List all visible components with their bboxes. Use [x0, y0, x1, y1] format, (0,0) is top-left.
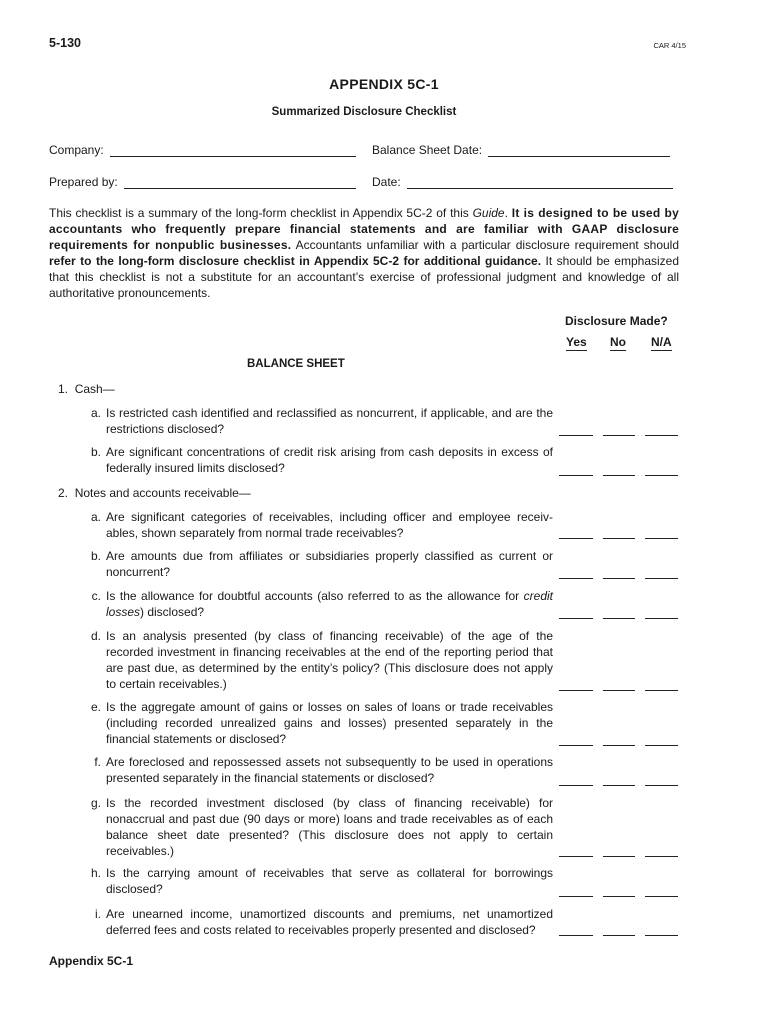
question-letter: b. — [90, 445, 101, 459]
answer-blank-yes[interactable] — [559, 935, 593, 936]
column-yes: Yes — [566, 335, 587, 349]
question-2b — [83, 548, 553, 580]
answer-blank-no[interactable] — [603, 435, 635, 436]
question-2e — [83, 699, 553, 747]
answer-blank-na[interactable] — [645, 856, 678, 857]
item-receivables — [58, 486, 251, 500]
question-text: Are significant categories of receivables, including officer and employee receiv-ables, shown separately from normal trade receivables? — [106, 510, 553, 540]
answer-blank-yes[interactable] — [559, 896, 593, 897]
item-title: Cash— — [74, 382, 115, 396]
question-2d — [83, 628, 553, 692]
company-line[interactable] — [110, 144, 356, 157]
answer-blank-na[interactable] — [645, 435, 678, 436]
answer-blank-yes[interactable] — [559, 578, 593, 579]
answer-blank-yes[interactable] — [559, 785, 593, 786]
question-1b — [83, 444, 553, 476]
answer-blank-yes[interactable] — [559, 538, 593, 539]
question-text-post: ) disclosed? — [140, 605, 205, 619]
intro-text-2: . — [504, 206, 512, 220]
answer-blank-yes[interactable] — [559, 856, 593, 857]
answer-blank-no[interactable] — [603, 896, 635, 897]
intro-bold-2: refer to the long-form disclosure checklist in Appendix 5C-2 for additional guidance. — [49, 254, 542, 268]
question-2h — [83, 865, 553, 897]
item-title: Notes and accounts receivable— — [74, 486, 251, 500]
question-2g — [83, 795, 553, 859]
question-2a — [83, 509, 553, 541]
date-field — [372, 175, 673, 189]
answer-blank-yes[interactable] — [559, 435, 593, 436]
disclosure-made-header: Disclosure Made? — [565, 314, 668, 328]
question-letter: g. — [90, 796, 101, 810]
company-label: Company: — [49, 143, 104, 157]
question-text: Is the recorded investment disclosed (by class of financing receivable) for nonaccrual and past due (90 days or more) loans and trade receivables as of each balance sheet date presented? (This disclosure does not apply to certain receivables.) — [106, 796, 553, 858]
prepared-by-line[interactable] — [124, 176, 356, 189]
page-subtitle: Summarized Disclosure Checklist — [271, 106, 457, 118]
answer-blank-yes[interactable] — [559, 618, 593, 619]
answer-blank-no[interactable] — [603, 935, 635, 936]
question-text: Are foreclosed and repossessed assets not subsequently to be used in operations presented separately in the financial statements or disclosed? — [106, 755, 553, 785]
question-letter: e. — [90, 700, 101, 714]
answer-blank-na[interactable] — [645, 745, 678, 746]
question-text-em: credit losses — [106, 589, 553, 619]
answer-blank-no[interactable] — [603, 785, 635, 786]
answer-blank-yes[interactable] — [559, 745, 593, 746]
column-no: No — [610, 335, 626, 349]
question-text: Are unearned income, unamortized discounts and premiums, net unamortized deferred fees and costs related to receivables properly presented and disclosed? — [106, 907, 553, 937]
item-cash — [58, 382, 115, 396]
question-letter: i. — [95, 907, 101, 921]
question-text: Is the aggregate amount of gains or losses on sales of loans or trade receivables (including recorded unrealized gains and losses) presented separately in the financial statements or disclosed? — [106, 700, 553, 746]
answer-blank-no[interactable] — [603, 856, 635, 857]
answer-blank-no[interactable] — [603, 690, 635, 691]
answer-blank-na[interactable] — [645, 475, 678, 476]
intro-text-1: This checklist is a summary of the long-form checklist in Appendix 5C-2 of this — [49, 206, 473, 220]
answer-blank-no[interactable] — [603, 475, 635, 476]
document-code: CAR 4/15 — [653, 41, 686, 50]
question-letter: d. — [90, 629, 101, 643]
answer-blank-na[interactable] — [645, 785, 678, 786]
page-title: APPENDIX 5C-1 — [329, 76, 439, 92]
answer-blank-no[interactable] — [603, 538, 635, 539]
prepared-by-label: Prepared by: — [49, 175, 118, 189]
question-2i — [83, 906, 553, 938]
question-text: Is the carrying amount of receivables that serve as collateral for borrowings disclosed? — [106, 866, 553, 896]
question-letter: h. — [90, 866, 101, 880]
answer-blank-na[interactable] — [645, 618, 678, 619]
question-text-pre: Is the allowance for doubtful accounts (also referred to as the allowance for — [106, 589, 524, 603]
question-text: Is an analysis presented (by class of financing receivable) of the age of the recorded investment in financing receivables at the end of the reporting period that are past due, as determined by the entity’s policy? (This disclosure does not apply to certain receivables.) — [106, 629, 553, 691]
answer-blank-no[interactable] — [603, 578, 635, 579]
intro-paragraph — [49, 205, 679, 301]
page-number: 5-130 — [49, 36, 81, 50]
question-1a — [83, 405, 553, 437]
balance-sheet-date-label: Balance Sheet Date: — [372, 143, 483, 157]
page-footer: Appendix 5C-1 — [49, 954, 134, 968]
question-text: Are amounts due from affiliates or subsidiaries properly classified as current or noncurrent? — [106, 549, 553, 579]
answer-blank-na[interactable] — [645, 896, 678, 897]
balance-sheet-date-field — [372, 143, 670, 157]
intro-bold-1: It is designed to be used by accountants who frequently prepare financial statements and are familiar with GAAP disclosure requirements for nonpublic businesses. — [49, 206, 679, 252]
question-letter: b. — [90, 549, 101, 563]
question-letter: c. — [91, 589, 101, 603]
question-2f — [83, 754, 553, 786]
answer-blank-na[interactable] — [645, 538, 678, 539]
question-text: Are significant concentrations of credit risk arising from cash deposits in excess of federally insured limits disclosed? — [106, 445, 553, 475]
question-text: Is restricted cash identified and reclassified as noncurrent, if applicable, and are the restrictions disclosed? — [106, 406, 553, 436]
column-na: N/A — [651, 335, 672, 349]
intro-guide: Guide — [472, 206, 505, 220]
question-letter: f. — [94, 755, 101, 769]
date-line[interactable] — [407, 176, 673, 189]
question-letter: a. — [90, 510, 101, 524]
date-label: Date: — [372, 175, 401, 189]
intro-text-3: Accountants unfamiliar with a particular disclosure requirement should — [291, 238, 680, 252]
prepared-by-field — [49, 175, 356, 189]
answer-blank-yes[interactable] — [559, 690, 593, 691]
answer-blank-na[interactable] — [645, 690, 678, 691]
item-number: 2. — [58, 486, 69, 500]
answer-blank-na[interactable] — [645, 578, 678, 579]
item-number: 1. — [58, 382, 69, 396]
answer-blank-yes[interactable] — [559, 475, 593, 476]
answer-blank-na[interactable] — [645, 935, 678, 936]
section-title: BALANCE SHEET — [247, 358, 345, 370]
balance-sheet-date-line[interactable] — [488, 144, 670, 157]
question-text — [106, 588, 553, 620]
answer-blank-no[interactable] — [603, 618, 635, 619]
answer-blank-no[interactable] — [603, 745, 635, 746]
question-letter: a. — [90, 406, 101, 420]
question-2c — [83, 588, 553, 620]
intro-text-4: It should be emphasized that this checklist is not a substitute for an accountant’s exercise of professional judgment and knowledge of all authoritative pronouncements. — [49, 254, 680, 300]
company-field — [49, 143, 356, 157]
